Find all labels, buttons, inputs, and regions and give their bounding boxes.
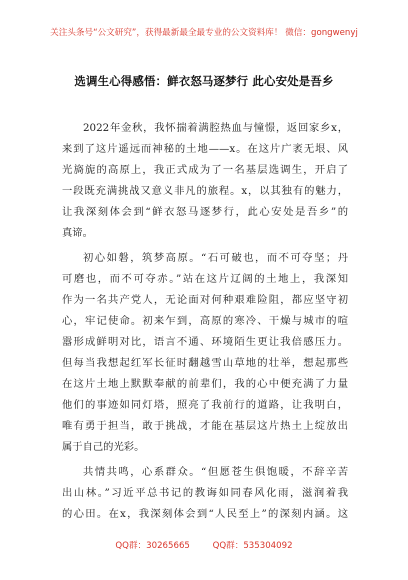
paragraph — [62, 118, 348, 245]
document-body — [62, 118, 348, 525]
text-line: 共情共鸣，心系群众。“但愿苍生俱饱暖，不辞辛苦 — [83, 465, 348, 478]
paragraph — [62, 462, 348, 525]
text-line: 嚣形成鲜明对比，语言不通、环境陌生更让我倍感压力。 — [62, 335, 348, 348]
text-line: 作为一名共产党人，无论面对何种艰难险阻，都应坚守初 — [62, 293, 348, 306]
text-line: 在这片土地上默默奉献的前辈们，我的心中便充满了力量 — [62, 378, 348, 391]
text-line: 真谛。 — [62, 227, 93, 240]
text-line: 心，牢记使命。初来乍到，高原的寒冷、干燥与城市的喧 — [62, 314, 348, 327]
text-line: 让我深刻体会到“鲜衣怒马逐梦行，此心安处是吾乡”的 — [62, 206, 348, 219]
text-line: 光旖旎的高原上，我正式成为了一名基层选调生，开启了 — [62, 164, 348, 177]
text-line: 可磨也，而不可夺赤。”站在这片辽阔的土地上，我深知 — [62, 272, 348, 285]
paragraph — [62, 248, 348, 459]
text-line: 他们的事迹如同灯塔，照亮了我前行的道路，让我明白， — [62, 399, 348, 412]
text-line: 属于自己的光彩。 — [62, 441, 145, 454]
text-line: 一段既充满挑战又意义非凡的旅程。x，以其独有的魅力， — [62, 185, 348, 198]
text-line: 初心如磐，筑梦高原。“石可破也，而不可夺坚；丹 — [83, 251, 348, 264]
text-line: 出山林。”习近平总书记的教诲如同春风化雨，滋润着我 — [62, 486, 348, 499]
text-line: 来到了这片遥远而神秘的土地——x。在这片广袤无垠、风 — [62, 143, 348, 156]
document-title: 选调生心得感悟：鲜衣怒马逐梦行 此心安处是吾乡 — [74, 74, 334, 88]
text-line: 的心田。在x，我深刻体会到“人民至上”的深刻内涵。这 — [62, 507, 348, 520]
text-line: 但每当我想起红军长征时翻越雪山草地的壮举，想起那些 — [62, 357, 348, 370]
text-line: 唯有勇于担当，敢于挑战，才能在基层这片热土上绽放出 — [62, 420, 348, 433]
promo-banner: 关注头条号“公文研究”，获得最新最全最专业的公文资料库！ 微信：gongwenyj — [50, 28, 358, 38]
qq-group-1: QQ群：30265665 — [115, 541, 190, 551]
footer-contact — [0, 539, 408, 551]
qq-group-2: QQ群：535304092 — [212, 541, 293, 551]
text-line: 2022年金秋，我怀揣着满腔热血与憧憬，返回家乡x， — [83, 122, 348, 134]
